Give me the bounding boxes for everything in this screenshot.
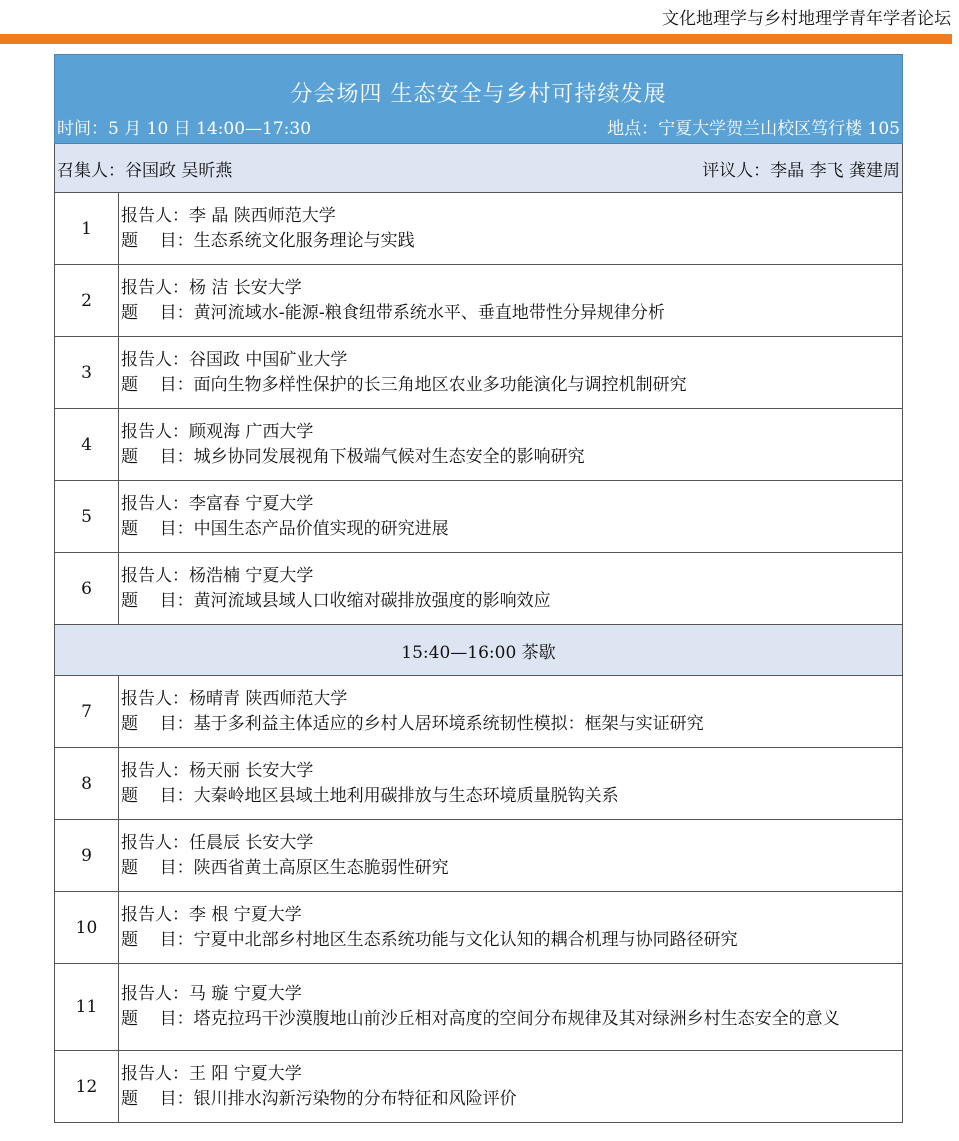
reporter-value: 马 璇 宁夏大学 — [189, 984, 302, 1004]
talk-number: 8 — [55, 748, 119, 820]
talk-number: 12 — [55, 1051, 119, 1123]
talk-info — [119, 676, 903, 748]
topic-value: 银川排水沟新污染物的分布特征和风险评价 — [193, 1088, 517, 1109]
topic-line — [121, 445, 902, 470]
talk-row — [55, 337, 903, 409]
topic-value: 生态系统文化服务理论与实践 — [193, 230, 415, 251]
talk-row — [55, 748, 903, 820]
reporter-value: 李富春 宁夏大学 — [189, 493, 314, 514]
convener-row — [55, 144, 903, 193]
reporter-line — [121, 982, 902, 1007]
reporter-line — [121, 564, 902, 589]
reporter-value: 李 根 宁夏大学 — [189, 904, 302, 925]
reporter-value: 杨天丽 长安大学 — [189, 760, 314, 781]
talk-number: 2 — [55, 265, 119, 337]
topic-line — [121, 856, 902, 881]
session-title: 分会场四 生态安全与乡村可持续发展 — [290, 81, 667, 107]
topic-line — [121, 589, 902, 614]
talk-info — [119, 964, 903, 1051]
talk-info — [119, 337, 903, 409]
reporter-label: 报告人： — [121, 984, 189, 1004]
tea-break-row — [55, 625, 903, 676]
topic-label: 题 目： — [121, 785, 194, 806]
forum-title: 文化地理学与乡村地理学青年学者论坛 — [662, 9, 951, 29]
topic-line — [121, 1007, 902, 1032]
convener-text: 召集人：谷国政 吴昕燕 — [57, 160, 233, 181]
talk-info — [119, 193, 903, 265]
topic-label: 题 目： — [121, 1009, 194, 1029]
topic-label: 题 目： — [121, 713, 194, 734]
reporter-label: 报告人： — [121, 832, 189, 853]
reporter-line — [121, 759, 902, 784]
reporter-label: 报告人： — [121, 760, 189, 781]
reporter-line — [121, 348, 902, 373]
topic-label: 题 目： — [121, 230, 194, 251]
topic-line — [121, 301, 902, 326]
talk-row — [55, 892, 903, 964]
reporter-label: 报告人： — [121, 904, 189, 925]
talk-number: 11 — [55, 964, 119, 1051]
talk-row — [55, 676, 903, 748]
reporter-value: 李 晶 陕西师范大学 — [189, 205, 336, 226]
talk-info — [119, 892, 903, 964]
talk-number: 3 — [55, 337, 119, 409]
reporter-label: 报告人： — [121, 205, 189, 226]
talk-row — [55, 820, 903, 892]
topic-label: 题 目： — [121, 857, 194, 878]
talk-info — [119, 265, 903, 337]
topic-value: 黄河流域县域人口收缩对碳排放强度的影响效应 — [193, 590, 551, 611]
topic-value: 基于多利益主体适应的乡村人居环境系统韧性模拟：框架与实证研究 — [193, 713, 704, 734]
reporter-line — [121, 204, 902, 229]
reporter-label: 报告人： — [121, 493, 189, 514]
talk-info — [119, 553, 903, 625]
talk-number: 10 — [55, 892, 119, 964]
talk-number: 9 — [55, 820, 119, 892]
talk-number: 1 — [55, 193, 119, 265]
reporter-line — [121, 687, 902, 712]
reporter-value: 杨晴青 陕西师范大学 — [189, 688, 348, 709]
reporter-line — [121, 1062, 902, 1087]
talk-row — [55, 409, 903, 481]
talk-number: 5 — [55, 481, 119, 553]
topic-value: 陕西省黄土高原区生态脆弱性研究 — [193, 857, 449, 878]
talk-row — [55, 481, 903, 553]
topic-line — [121, 229, 902, 254]
reporter-line — [121, 420, 902, 445]
reporter-line — [121, 276, 902, 301]
talk-row — [55, 964, 903, 1051]
talk-row — [55, 1051, 903, 1123]
reporter-value: 杨浩楠 宁夏大学 — [189, 565, 314, 586]
reporter-line — [121, 903, 902, 928]
reporter-value: 杨 洁 长安大学 — [189, 277, 302, 298]
topic-line — [121, 928, 902, 953]
tea-break-text: 15:40—16:00 茶歇 — [55, 625, 903, 676]
talk-row — [55, 553, 903, 625]
topic-label: 题 目： — [121, 929, 194, 950]
session-time: 时间：5 月 10 日 14:00—17:30 — [57, 119, 312, 139]
topic-label: 题 目： — [121, 302, 194, 323]
talk-info — [119, 409, 903, 481]
talk-info — [119, 748, 903, 820]
topic-value: 城乡协同发展视角下极端气候对生态安全的影响研究 — [193, 446, 585, 467]
talk-row — [55, 193, 903, 265]
talk-info — [119, 481, 903, 553]
talk-number: 7 — [55, 676, 119, 748]
topic-value: 大秦岭地区县域土地利用碳排放与生态环境质量脱钩关系 — [193, 785, 619, 806]
session-schedule-table — [54, 54, 903, 1123]
topic-label: 题 目： — [121, 374, 194, 395]
topic-label: 题 目： — [121, 590, 194, 611]
session-place: 地点：宁夏大学贺兰山校区笃行楼 105 — [607, 119, 900, 139]
topic-label: 题 目： — [121, 446, 194, 467]
topic-line — [121, 712, 902, 737]
topic-label: 题 目： — [121, 518, 194, 539]
reporter-label: 报告人： — [121, 277, 189, 298]
topic-line — [121, 784, 902, 809]
reporter-label: 报告人： — [121, 1063, 189, 1084]
reporter-line — [121, 831, 902, 856]
session-header-row — [55, 55, 903, 144]
topic-value: 中国生态产品价值实现的研究进展 — [193, 518, 449, 539]
reporter-label: 报告人： — [121, 565, 189, 586]
reviewers-text: 评议人：李晶 李飞 龚建周 — [702, 160, 900, 181]
reporter-label: 报告人： — [121, 421, 189, 442]
reporter-value: 王 阳 宁夏大学 — [189, 1063, 302, 1084]
topic-value: 面向生物多样性保护的长三角地区农业多功能演化与调控机制研究 — [193, 374, 687, 395]
talk-info — [119, 1051, 903, 1123]
talk-row — [55, 265, 903, 337]
talk-info — [119, 820, 903, 892]
topic-value: 塔克拉玛干沙漠腹地山前沙丘相对高度的空间分布规律及其对绿洲乡村生态安全的意义 — [193, 1009, 840, 1029]
topic-line — [121, 1087, 902, 1112]
topic-value: 黄河流域水-能源-粮食纽带系统水平、垂直地带性分异规律分析 — [193, 302, 665, 323]
reporter-value: 任晨辰 长安大学 — [189, 832, 314, 853]
topic-line — [121, 373, 902, 398]
talk-number: 6 — [55, 553, 119, 625]
reporter-value: 谷国政 中国矿业大学 — [189, 349, 348, 370]
topic-value: 宁夏中北部乡村地区生态系统功能与文化认知的耦合机理与协同路径研究 — [193, 929, 738, 950]
talk-number: 4 — [55, 409, 119, 481]
reporter-value: 顾观海 广西大学 — [189, 421, 314, 442]
reporter-label: 报告人： — [121, 688, 189, 709]
topic-line — [121, 517, 902, 542]
reporter-label: 报告人： — [121, 349, 189, 370]
header-divider-bar — [0, 34, 952, 44]
topic-label: 题 目： — [121, 1088, 194, 1109]
reporter-line — [121, 492, 902, 517]
